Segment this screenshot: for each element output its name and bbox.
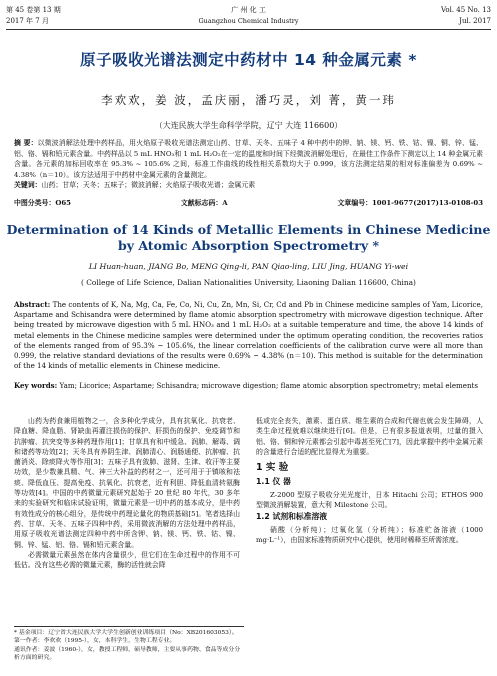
body-column-left	[14, 416, 240, 570]
intro-continued: 低或完全丧失，激素、蛋白质、维生素的合成和代谢也就会发生障碍，人类生命过程就难以继续进行[6]。但是，已有很多报道表明，过量的摄入铝、铬、铜和锌元素都会引起中毒甚至死亡[7]，因此掌握中药中金属元素的含量进行合适的配比显得尤为重要。	[256, 417, 483, 456]
intro-paragraph-2: 必需微量元素虽然在体内含量很少，但它们在生命过程中的作用不可低估。没有这些必需的微量元素，酶的活性就会降	[14, 550, 240, 570]
authors-cn: 李欢欢，姜 波，孟庆丽，潘巧灵，刘 菁，黄一玮	[101, 93, 396, 107]
footnote-first-author: 第一作者：李欢欢（1995-），女，本科学生，生物工程专业。	[14, 638, 176, 645]
keywords-cn-text: 山药；甘草；天冬；五味子；微波消解；火焰原子吸收光谱；金属元素	[41, 181, 256, 189]
paper-title-en-line2: by Atomic Absorption Spectrometry *	[117, 238, 380, 253]
volume-issue-en: Vol. 45 No. 13	[440, 6, 491, 14]
issue-date-cn: 2017 年 7 月	[6, 17, 49, 25]
authors-en: LI Huan-huan, JIANG Bo, MENG Qing-li, PAN Qiao-ling, LIU Jing, HUANG Yi-wei	[88, 262, 409, 271]
document-code: 文献标志码：A	[180, 199, 228, 207]
abstract-en	[14, 300, 483, 371]
abstract-cn	[14, 138, 483, 191]
affiliation-en: ( College of Life Science, Dalian Nationalities University, Liaoning Dalian 116600, China)	[81, 278, 416, 287]
volume-issue: 第 45 卷第 13 期	[6, 6, 61, 14]
abstract-cn-text: 以微波消解法处理中药样品，用火焰原子吸收光谱法测定山药、甘草、天冬、五味子 4 种中药中的钾、钠、镁、钙、铁、钴、镍、铜、锌、锰、铝、铬、镉和铅元素含量。中药样品以 5 mL HNO₃和 1 mL H₂O₂在一定的温度和时间下经微波消解处理后，在最佳工作条件下测定以上 14 种金属元素含量。各元素的加标回收率在 95.3% ~ 105.6% 之间，标准工作曲线的线性相关系数均大于 0.999，该方法测定结果的相对标准偏差为 0.69% ~ 4.38%（n＝10）。该方法适用于中药材中金属元素的含量测定。	[14, 139, 483, 179]
keywords-cn-label: 关键词：	[14, 181, 42, 189]
abstract-en-label: Abstract:	[14, 300, 51, 309]
reagents-text: 硝酸（分析纯）；过氧化氢（分析纯）；标准贮备溶液（1000 mg·L⁻¹），由国家标准物质研究中心提供，使用时稀释至所需浓度。	[256, 525, 483, 544]
footnote-fund: * 基金项目：辽宁省大连民族大学大学生创新创业训练项目（No：XB201603053）。	[14, 630, 238, 636]
body-column-right	[256, 416, 483, 545]
keywords-en	[14, 381, 483, 391]
instruments-text: Z-2000 型原子吸收分光光度计，日本 Hitachi 公司；ETHOS 900 型微波消解装置，意大利 Milestone 公司。	[256, 490, 483, 510]
issue-date-en: Jul. 2017	[459, 17, 491, 25]
article-number: 文章编号：1001-9677(2017)13-0108-03	[337, 199, 483, 207]
paper-title-en-line1: Determination of 14 Kinds of Metallic Elements in Chinese Medicine	[6, 222, 491, 237]
journal-name-en: Guangzhou Chemical Industry	[198, 17, 299, 25]
paper-title-cn: 原子吸收光谱法测定中药材中 14 种金属元素 *	[80, 51, 417, 69]
classification-meta	[14, 198, 483, 208]
running-header	[6, 6, 491, 30]
intro-paragraph: 山药为药食兼用植物之一，含多种化学成分，具有抗氧化、抗衰老、降血糖、降血脂、肾缺血再灌注损伤的保护、肝损伤的保护、免疫调节和抗肿瘤、抗突变等多种药理作用[1]；甘草具有和中缓急、润肺、解毒、调和诸药等功效[2]；天冬具有养阴生津、润肺清心、润肠通便、抗肿瘤、抗菌消炎、除痰降火等作用[3]；五味子具有敛肺、滋肾、生津、收汗等主要功效，是少数兼具精、气、神三大补益的药材之一，还可用于于镇咳和祛痰、降低血压、提高免疫、抗氧化、抗衰老，近有利胆、降低血清转氨酶等功效[4]。中国的中药微量元素研究起始于 20 世纪 80 年代，30 多年来的实验研究和临床试验证明，微量元素是一切中药的基本成分，是中药有效性成分的核心组分，是传统中药理论量化的物质基础[5]。笔者选择山药、甘草、天冬、五味子四种中药，采用微波消解的方法处理中药样品，用原子吸收光谱法测定四种中药中所含钾、钠、镁、钙、铁、钴、镍、铜、锌、锰、铝、铬、镉和铅元素含量。	[14, 417, 240, 549]
clc-number: 中图分类号：O65	[14, 199, 71, 207]
abstract-en-text: The contents of K, Na, Mg, Ca, Fe, Co, Ni, Cu, Zn, Mn, Si, Cr, Cd and Pb in Chinese medicine samples of Yam, Licorice, Aspartame and Schisandra were determined by flame atomic absorption spectrometry with microwave digestion technique. After being treated by microwave digestion with 5 mL HNO₃ and 1 mL H₂O₂ at a suitable temperature and time, the above 14 kinds of metal elements in the Chinese medicine samples were determined under the optimum operating condition, the recoveries ratios of the elements ranged from of 95.3% ~ 105.6%, the linear correlation coefficients of the calibration curve were all more than 0.999, the relative standard deviations of the results were 0.69% ~ 4.38% (n＝10). This method is suitable for the determination of the 14 kinds of metallic elements in Chinese medicine.	[14, 300, 483, 371]
keywords-en-label: Key words:	[14, 381, 58, 390]
footnotes	[14, 626, 244, 662]
subsection-heading-instruments: 1.1 仪 器	[256, 477, 291, 487]
abstract-cn-label: 摘 要：	[14, 139, 38, 147]
paper-title-en	[0, 222, 497, 254]
footnote-corresponding: 通讯作者：姜波（1960-），女，教授工程师，硕导教师，主要从事药物、食品等成分分析方面的研究。	[14, 646, 241, 661]
subsection-heading-reagents: 1.2 试剂和标准溶液	[256, 512, 328, 522]
section-heading-experiment: 1 实 验	[256, 462, 289, 474]
affiliation-cn: （大连民族大学生命科学学院，辽宁 大连 116600）	[154, 121, 343, 130]
journal-name-cn: 广 州 化 工	[231, 6, 266, 14]
keywords-en-text: Yam; Licorice; Aspartame; Schisandra; microwave digestion; flame atomic absorption spectrometry; metal elements	[57, 381, 479, 390]
